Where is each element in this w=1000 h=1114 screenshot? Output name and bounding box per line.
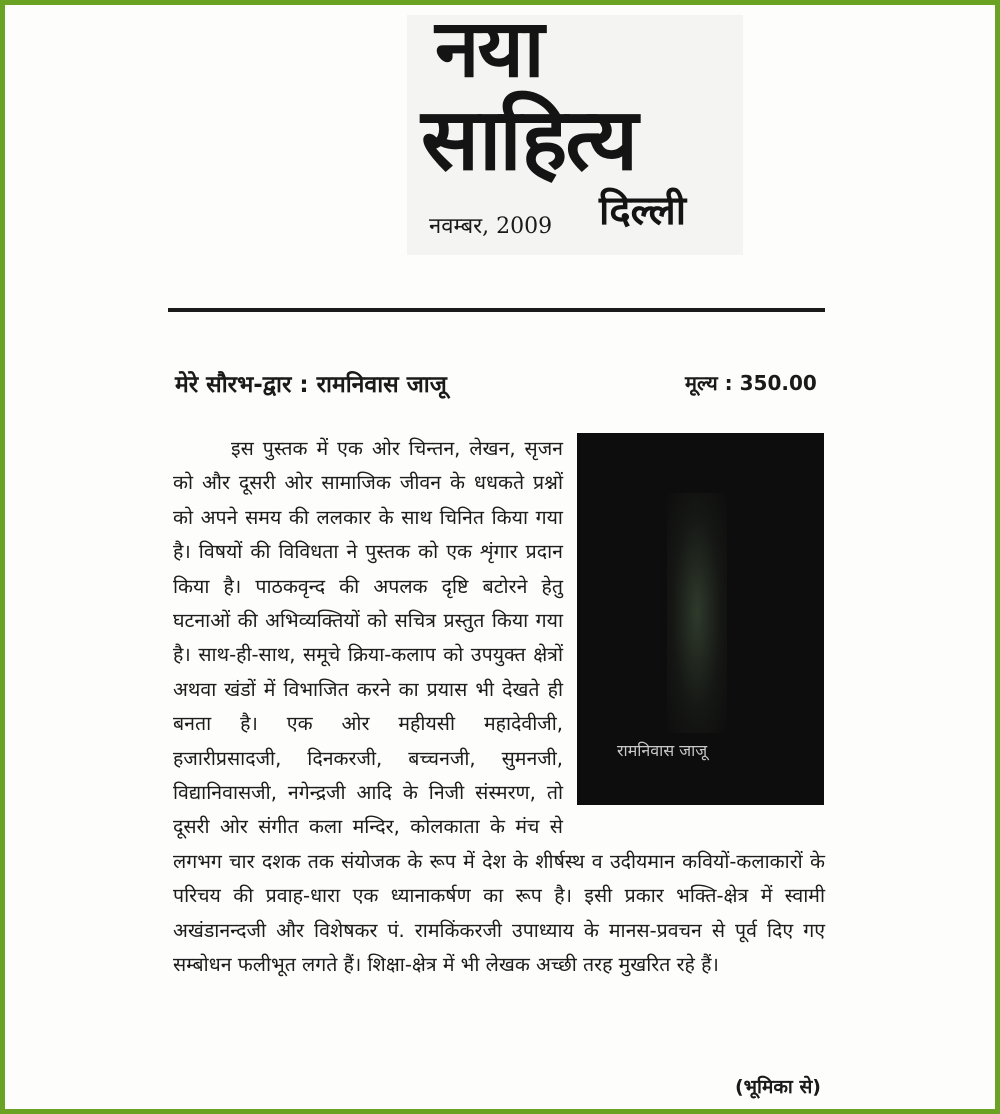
source-note: (भूमिका से) <box>735 1076 821 1098</box>
cover-spacer <box>563 432 825 818</box>
masthead-title-line1: नया <box>435 2 543 95</box>
cover-author: रामनिवास जाजू <box>617 741 708 760</box>
masthead-title-line2: साहित्य <box>421 90 637 190</box>
book-title: मेरे सौरभ-द्वार : रामनिवास जाजू <box>175 372 447 398</box>
masthead <box>407 2 743 255</box>
book-price: मूल्य : 350.00 <box>685 371 817 395</box>
masthead-date: नवम्बर, 2009 <box>429 214 553 239</box>
review-paragraph: इस पुस्तक में एक ओर चिन्तन, लेखन, सृजन को और दूसरी ओर सामाजिक जीवन के धधकते प्रश्नों को अपने समय की ललकार के साथ चिनित किया गया है। विषयों की विविधता ने पुस्तक को एक शृंगार प्रदान किया है। पाठकवृन्द की अपलक दृष्टि बटोरने हेतु घटनाओं की अभिव्यक्तियों को सचित्र प्रस्तुत किया गया है। साथ-ही-साथ, समूचे क्रिया-कलाप को उपयुक्त क्षेत्रों अथवा खंडों में विभाजित करने का प्रयास भी देखते ही बनता है। एक ओर महीयसी महादेवीजी, हजारीप्रसादजी, दिनकरजी, बच्चनजी, सुमनजी, विद्यानिवासजी, नगेन्द्रजी आदि के निजी संस्मरण, तो दूसरी ओर संगीत कला मन्दिर, कोलकाता के मंच से लगभग चार दशक तक संयोजक के रूप में देश के शीर्षस्थ व उदीयमान कवियों-कलाकारों के परिचय की प्रवाह-धारा एक ध्यानाकर्षण का रूप है। इसी प्रकार भक्ति-क्षेत्र में स्वामी अखंडानन्दजी और विशेषकर पं. रामकिंकरजी उपाध्याय के मानस-प्रवचन से पूर्व दिए गए सम्बोधन फलीभूत लगते हैं। शिक्षा-क्षेत्र में भी लेखक अच्छी तरह मुखरित रहे हैं। <box>173 437 825 977</box>
review-text <box>173 432 825 1082</box>
masthead-city: दिल्ली <box>599 188 687 234</box>
divider-rule <box>168 308 825 312</box>
